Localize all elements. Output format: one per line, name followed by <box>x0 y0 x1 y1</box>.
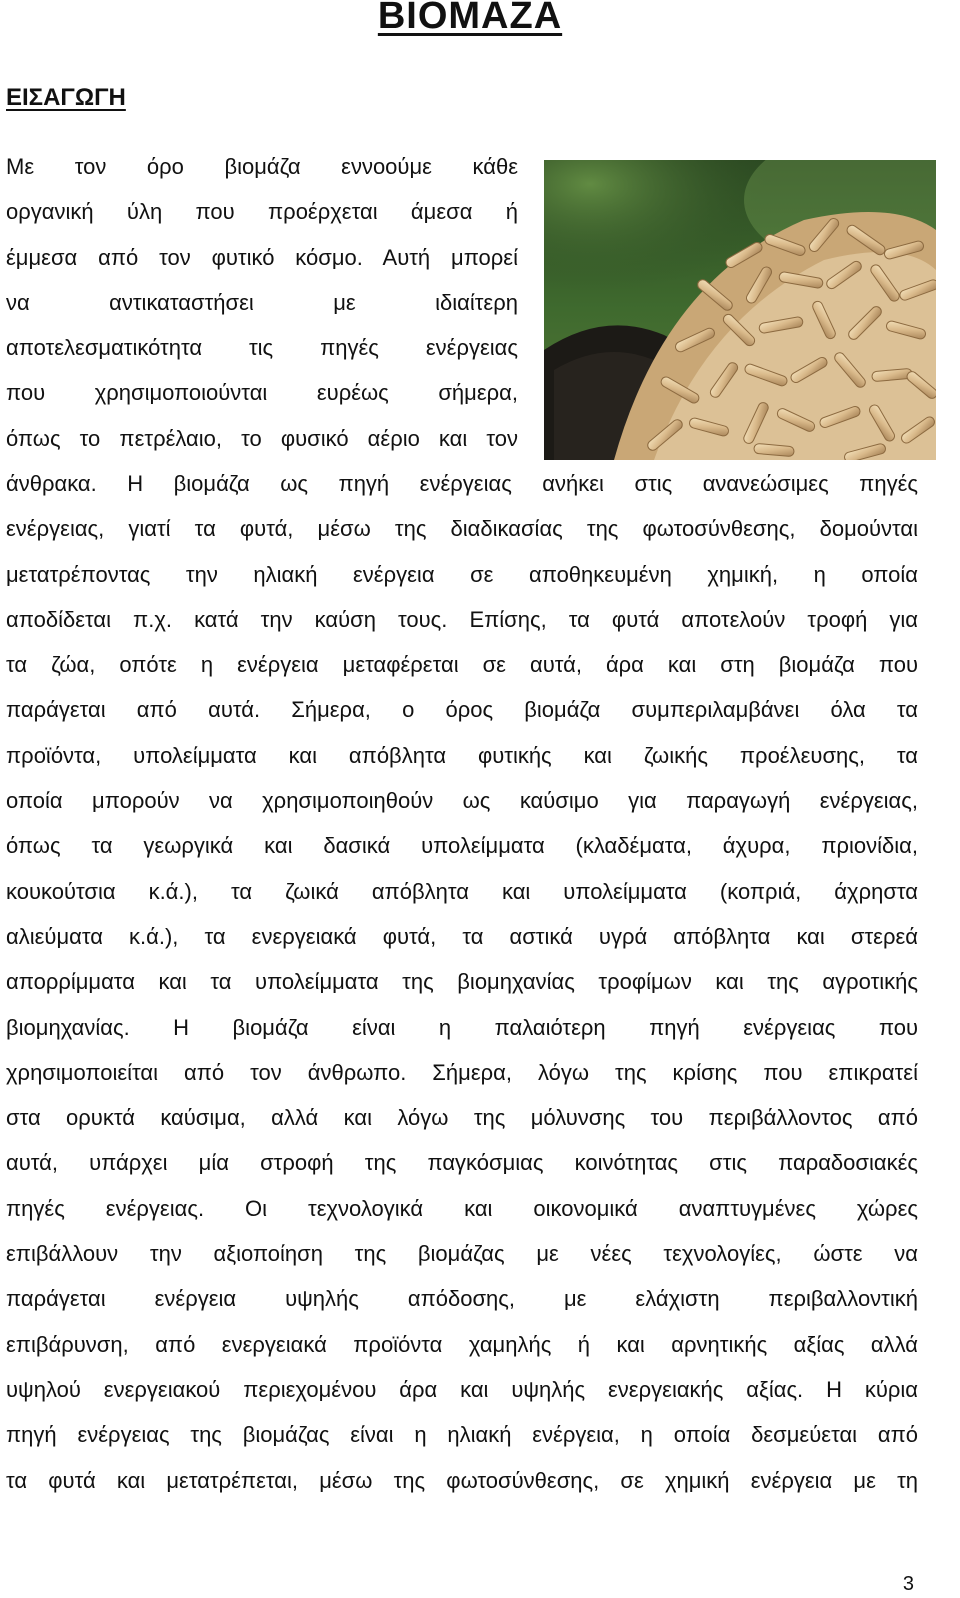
body-line: χρησιμοποιείται από τον άνθρωπο. Σήμερα, λόγω της κρίσης που επικρατεί <box>6 1059 918 1085</box>
body-line: άνθρακα. Η βιομάζα ως πηγή ενέργειας ανήκει στις ανανεώσιμες πηγές <box>6 471 918 496</box>
section-heading: ΕΙΣΑΓΩΓΗ <box>6 84 126 111</box>
wood-pellets-photo <box>544 160 936 460</box>
body-line: αυτά, υπάρχει μία στροφή της παγκόσμιας κοινότητας στις παραδοσιακές <box>6 1150 918 1176</box>
body-line: οποία μπορούν να χρησιμοποιηθούν ως καύσιμο για παραγωγή ενέργειας, <box>6 788 918 814</box>
body-line: πηγές ενέργειας. Οι τεχνολογικά και οικονομικά αναπτυγμένες χώρες <box>6 1195 918 1221</box>
body-line: επιβάλλουν την αξιοποίηση της βιομάζας με νέες τεχνολογίες, ώστε να <box>6 1241 918 1267</box>
body-line: πηγή ενέργειας της βιομάζας είναι η ηλιακή ενέργεια, η οποία δεσμεύεται από <box>6 1422 918 1448</box>
body-line: επιβάρυνση, από ενεργειακά προϊόντα χαμηλής ή και αρνητικής αξίας αλλά <box>6 1331 918 1357</box>
intro-line: Με τον όρο βιομάζα εννοούμε κάθε <box>6 154 518 179</box>
body-line: στα ορυκτά καύσιμα, αλλά και λόγω της μόλυνσης του περιβάλλοντος από <box>6 1105 918 1131</box>
body-line: βιομηχανίας. Η βιομάζα είναι η παλαιότερη πηγή ενέργειας που <box>6 1014 918 1040</box>
body-line: παράγεται ενέργεια υψηλής απόδοσης, με ελάχιστη περιβαλλοντική <box>6 1286 918 1312</box>
intro-paragraph <box>6 144 518 461</box>
body-line: μετατρέποντας την ηλιακή ενέργεια σε αποθηκευμένη χημική, η οποία <box>6 561 918 587</box>
body-line: αλιεύματα κ.ά.), τα ενεργειακά φυτά, τα αστικά υγρά απόβλητα και στερεά <box>6 923 918 949</box>
intro-line: αποτελεσματικότητα τις πηγές ενέργειας <box>6 335 518 361</box>
page-number: 3 <box>902 1573 914 1595</box>
intro-line: που χρησιμοποιούνται ευρέως σήμερα, <box>6 380 518 406</box>
intro-line: να αντικαταστήσει με ιδιαίτερη <box>6 289 518 315</box>
body-line: αποδίδεται π.χ. κατά την καύση τους. Επίσης, τα φυτά αποτελούν τροφή για <box>6 606 918 632</box>
intro-line: έμμεσα από τον φυτικό κόσμο. Αυτή μπορεί <box>6 244 518 270</box>
body-line: υψηλού ενεργειακού περιεχομένου άρα και υψηλής ενεργειακής αξίας. Η κύρια <box>6 1376 918 1402</box>
body-line: τα ζώα, οπότε η ενέργεια μεταφέρεται σε αυτά, άρα και στη βιομάζα που <box>6 652 918 678</box>
body-line: όπως τα γεωργικά και δασικά υπολείμματα (κλαδέματα, άχυρα, πριονίδια, <box>6 833 918 859</box>
body-line: κουκούτσια κ.ά.), τα ζωικά απόβλητα και υπολείμματα (κοπριά, άχρηστα <box>6 878 918 904</box>
body-line: προϊόντα, υπολείμματα και απόβλητα φυτικής και ζωικής προέλευσης, τα <box>6 742 918 768</box>
intro-line: όπως το πετρέλαιο, το φυσικό αέριο και τον <box>6 425 518 451</box>
body-line: τα φυτά και μετατρέπεται, μέσω της φωτοσύνθεσης, σε χημική ενέργεια με τη <box>6 1467 918 1493</box>
body-line: παράγεται από αυτά. Σήμερα, ο όρος βιομάζα συμπεριλαμβάνει όλα τα <box>6 697 918 723</box>
body-line: ενέργειας, γιατί τα φυτά, μέσω της διαδικασίας της φωτοσύνθεσης, δομούνται <box>6 516 918 542</box>
body-line: απορρίμματα και τα υπολείμματα της βιομηχανίας τροφίμων και της αγροτικής <box>6 969 918 995</box>
wood-pellets-illustration <box>544 160 936 460</box>
body-paragraph <box>6 461 918 1503</box>
intro-line: οργανική ύλη που προέρχεται άμεσα ή <box>6 199 518 225</box>
page-title: ΒΙΟΜΑΖΑ <box>377 0 563 37</box>
